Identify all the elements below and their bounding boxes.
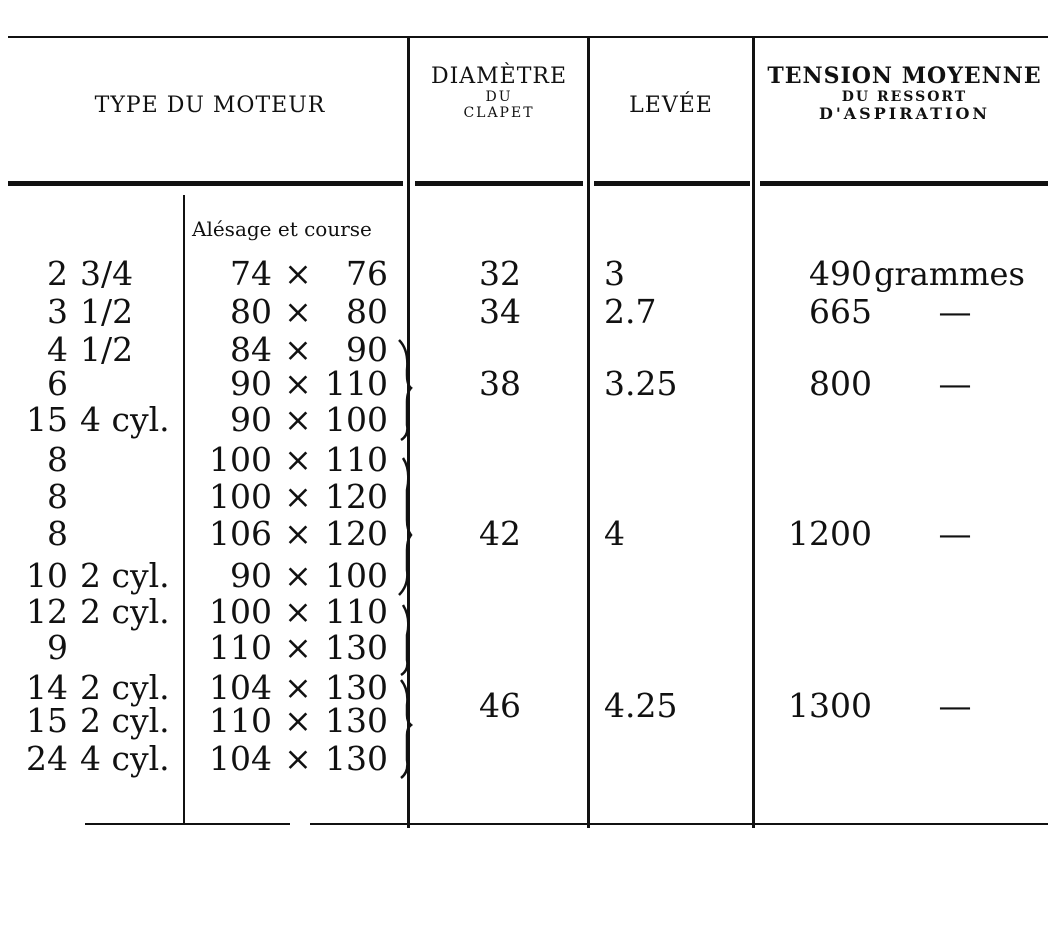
group-tension: 665 <box>809 292 872 331</box>
row-alesage: 80 <box>230 292 272 331</box>
row-course: 90 <box>346 330 388 369</box>
row-times-sign: × <box>284 668 312 707</box>
row-course: 120 <box>325 514 388 553</box>
row-alesage: 74 <box>230 254 272 293</box>
header-diametre: DIAMÈTRE DU CLAPET <box>430 64 568 122</box>
row-course: 76 <box>346 254 388 293</box>
group-levee: 4 <box>604 514 625 553</box>
row-alesage: 100 <box>209 440 272 479</box>
group-diametre: 46 <box>479 686 521 725</box>
top-rule <box>8 36 1048 38</box>
row-times-sign: × <box>284 701 312 740</box>
header-tension: TENSION MOYENNE DU RESSORT D'ASPIRATION <box>767 63 1042 124</box>
row-alesage: 104 <box>209 739 272 778</box>
col-divider-3 <box>752 38 755 828</box>
group-diametre: 42 <box>479 514 521 553</box>
bottom-rule-1 <box>85 823 290 825</box>
group-unit: — <box>938 686 972 725</box>
row-frac: 2 cyl. <box>80 556 170 595</box>
subcol-divider <box>183 195 185 823</box>
row-alesage: 100 <box>209 592 272 631</box>
row-hp: 12 <box>26 592 68 631</box>
row-times-sign: × <box>284 628 312 667</box>
row-frac: 4 cyl. <box>80 739 170 778</box>
row-course: 130 <box>325 668 388 707</box>
row-hp: 8 <box>47 440 68 479</box>
row-course: 130 <box>325 701 388 740</box>
row-course: 80 <box>346 292 388 331</box>
row-hp: 3 <box>47 292 68 331</box>
group-unit: — <box>938 514 972 553</box>
row-times-sign: × <box>284 592 312 631</box>
row-alesage: 90 <box>230 556 272 595</box>
group-tension: 1300 <box>788 686 872 725</box>
row-times-sign: × <box>284 330 312 369</box>
row-times-sign: × <box>284 556 312 595</box>
row-hp: 14 <box>26 668 68 707</box>
row-course: 100 <box>325 556 388 595</box>
group-tension: 490 <box>809 254 872 293</box>
row-frac: 1/2 <box>80 292 134 331</box>
group-levee: 2.7 <box>604 292 657 331</box>
row-times-sign: × <box>284 400 312 439</box>
group-levee: 3.25 <box>604 364 678 403</box>
row-hp: 9 <box>47 628 68 667</box>
row-hp: 8 <box>47 477 68 516</box>
row-times-sign: × <box>284 292 312 331</box>
group-unit: — <box>938 292 972 331</box>
group-diametre: 34 <box>479 292 521 331</box>
row-hp: 15 <box>26 400 68 439</box>
row-course: 130 <box>325 739 388 778</box>
row-times-sign: × <box>284 440 312 479</box>
row-hp: 24 <box>26 739 68 778</box>
row-alesage: 90 <box>230 364 272 403</box>
group-diametre: 32 <box>479 254 521 293</box>
group-unit: grammes <box>874 255 1025 293</box>
row-times-sign: × <box>284 477 312 516</box>
row-hp: 4 <box>47 330 68 369</box>
group-tension: 800 <box>809 364 872 403</box>
header-type-moteur: TYPE DU MOTEUR <box>94 93 326 118</box>
row-frac: 4 cyl. <box>80 400 170 439</box>
header-levee: LEVÉE <box>629 93 713 118</box>
row-alesage: 90 <box>230 400 272 439</box>
group-levee: 3 <box>604 254 625 293</box>
header-rule-2 <box>415 181 583 186</box>
row-frac: 1/2 <box>80 330 134 369</box>
row-course: 100 <box>325 400 388 439</box>
row-alesage: 110 <box>209 701 272 740</box>
group-diametre: 38 <box>479 364 521 403</box>
group-braces <box>395 330 425 930</box>
header-rule-1 <box>8 181 403 186</box>
row-times-sign: × <box>284 739 312 778</box>
row-times-sign: × <box>284 254 312 293</box>
row-frac: 2 cyl. <box>80 701 170 740</box>
group-levee: 4.25 <box>604 686 678 725</box>
row-frac: 3/4 <box>80 254 134 293</box>
row-hp: 8 <box>47 514 68 553</box>
row-times-sign: × <box>284 514 312 553</box>
row-frac: 2 cyl. <box>80 668 170 707</box>
row-course: 120 <box>325 477 388 516</box>
row-course: 110 <box>325 364 388 403</box>
row-hp: 15 <box>26 701 68 740</box>
row-hp: 6 <box>47 364 68 403</box>
row-times-sign: × <box>284 364 312 403</box>
row-hp: 2 <box>47 254 68 293</box>
subheader-alesage: Alésage et course <box>192 217 372 241</box>
header-rule-4 <box>760 181 1048 186</box>
row-alesage: 106 <box>209 514 272 553</box>
col-divider-2 <box>587 38 590 828</box>
group-tension: 1200 <box>788 514 872 553</box>
row-course: 110 <box>325 592 388 631</box>
group-unit: — <box>938 364 972 403</box>
row-frac: 2 cyl. <box>80 592 170 631</box>
row-alesage: 84 <box>230 330 272 369</box>
row-alesage: 104 <box>209 668 272 707</box>
row-hp: 10 <box>26 556 68 595</box>
row-course: 130 <box>325 628 388 667</box>
row-alesage: 100 <box>209 477 272 516</box>
header-rule-3 <box>594 181 750 186</box>
row-course: 110 <box>325 440 388 479</box>
row-alesage: 110 <box>209 628 272 667</box>
